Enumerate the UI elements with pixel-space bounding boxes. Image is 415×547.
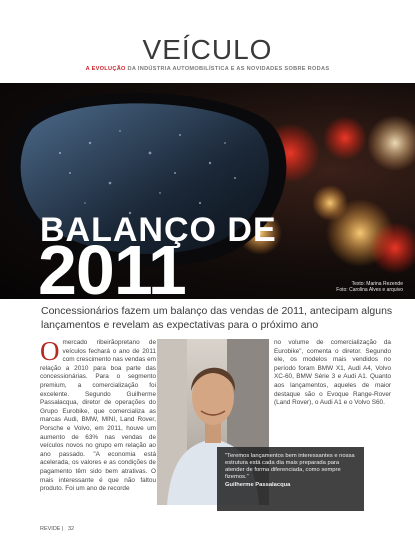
section-subtitle [0, 66, 415, 72]
drop-cap: O [40, 336, 60, 366]
hero-image [0, 83, 415, 299]
photo-credit [336, 281, 403, 293]
hero-title-line-2: 2011 [38, 231, 186, 299]
article-column-right: no volume de comercialização da Eurobike", comenta o diretor. Segundo ele, os modelos mais vendidos no período foram BMW X1, Audi A4, Volvo XC-60, BMW Série 3 e Audi A1. Quanto aos lançamentos, aqueles de maior destaque são o Evoque Range-Rover (Land Rover), o Audi A1 e o Volvo S60. [274, 339, 391, 407]
article-text-left: mercado ribeirãopretano de veículos fechará o ano de 2011 com crescimento nas vendas em relação a 2010 para boa parte das concessionárias. Para o segmento premium, a comercialização foi excelente. Segundo Guilherme Passalacqua, diretor de operações do Grupo Eurobike, que comercializa as marcas Audi, BMW, MINI, Land Rover, Porsche e Volvo, em 2011, houve um aumento de 63% nas vendas de veículos novos no grupo em relação ao ano passado. "A economia está acelerada, os valores e as condições de pagamento têm sido bem atrativas. O mais interessante é que não faltou produto. Foi um ano de recorde [40, 339, 156, 493]
section-subtitle-rest: DA INDÚSTRIA AUTOMOBILÍSTICA E AS NOVIDADES SOBRE RODAS [125, 66, 330, 72]
pull-quote-text: "Teremos lançamentos bem interessantes e nossa estrutura está cada dia mais preparada para atender de forma diferenciada, como sempre fizemos." [225, 453, 355, 480]
page-footer [40, 526, 74, 532]
page-number: 32 [67, 526, 75, 532]
pull-quote [217, 447, 364, 511]
hero-title-line-1: BALANÇO DE [40, 211, 277, 249]
article-dek: Concessionários fazem um balanço das vendas de 2011, antecipam alguns lançamentos e revelam as expectativas para o próximo ano [41, 305, 393, 331]
footer-separator: | [62, 526, 64, 532]
credit-text: Texto: Marina Rezende [351, 281, 403, 287]
pull-quote-author: Guilherme Passalacqua [225, 482, 291, 488]
article-column-left [40, 336, 156, 494]
credit-photo: Foto: Carolina Alves e arquivo [336, 287, 403, 293]
section-header [0, 0, 415, 84]
section-title: VEÍCULO [142, 34, 273, 65]
section-subtitle-accent: A EVOLUÇÃO [85, 66, 126, 72]
magazine-name: REVIDE [40, 526, 61, 532]
